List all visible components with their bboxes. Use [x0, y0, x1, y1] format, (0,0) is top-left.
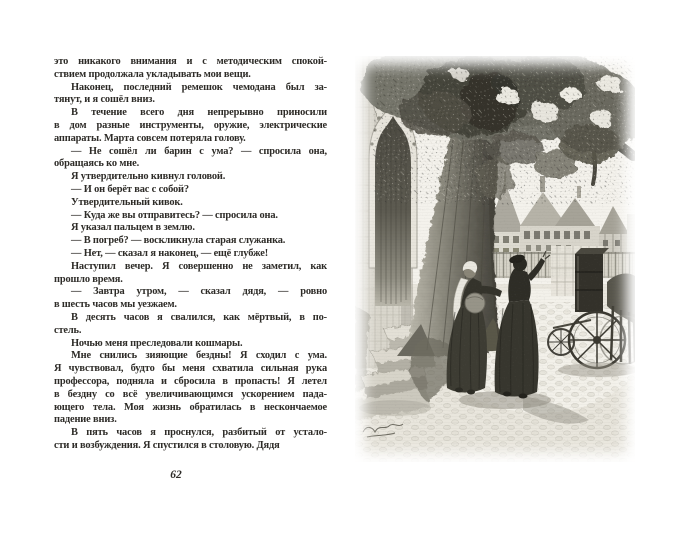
paragraph [54, 56, 327, 82]
paragraph [54, 286, 327, 312]
text-line: обращаясь ко мне. [54, 158, 140, 170]
text-line: — Завтра утром, — сказал дядя, — ровно [71, 286, 327, 298]
paragraph [54, 248, 327, 261]
book-illustration [355, 56, 635, 462]
engraving-illustration [355, 56, 635, 462]
paragraph [54, 427, 327, 453]
paragraph [54, 82, 327, 108]
text-line: Ночью меня преследовали кошмары. [71, 337, 243, 349]
text-line: Я указал пальцем в землю. [71, 222, 195, 234]
text-line: — В погреб? — воскликнула старая служанка. [71, 235, 286, 247]
paragraph [54, 197, 327, 210]
text-line: сти и возбуждения. Я спустился в столовую. Дядя [54, 439, 280, 451]
paragraph [54, 107, 327, 145]
text-line: Мне снились зияющие бездны! Я сходил с ума. [71, 350, 327, 362]
text-line: ющего тела. Моя жизнь обратилась в нескончаемое [54, 401, 327, 413]
page-number: 62 [170, 469, 182, 481]
text-line: стель. [54, 324, 82, 336]
paragraph [54, 222, 327, 235]
text-line: — Куда же вы отправитесь? — спросила она. [71, 209, 278, 221]
paragraph [54, 312, 327, 338]
text-column [54, 56, 327, 453]
text-line: — И он берёт вас с собой? [71, 183, 189, 195]
text-line: В пять часов я проснулся, разбитый от устало- [71, 427, 327, 439]
text-line: тянут, и я сошёл вниз. [54, 94, 155, 106]
text-line: Утвердительный кивок. [71, 196, 183, 208]
grain-texture [355, 56, 635, 462]
paragraph [54, 171, 327, 184]
text-line: Наконец, последний ремешок чемодана был за- [71, 81, 327, 93]
text-line: Я утвердительно кивнул головой. [71, 171, 226, 183]
text-line: в бездну со всё увеличивающимся ускорением пада- [54, 388, 327, 400]
paragraph [54, 235, 327, 248]
text-line: В десять часов я свалился, как мёртвый, в по- [71, 311, 327, 323]
paragraph [54, 146, 327, 172]
text-line: это никакого внимания и с методическим спокой- [54, 56, 327, 67]
text-line: профессора, подняла и сбросила в пропасть! Я летел [54, 375, 327, 387]
text-line: Я чувствовал, будто бы меня схватила сильная рука [54, 363, 327, 375]
text-line: прошло время. [54, 273, 123, 285]
text-line: — Нет, — сказал я наконец, — ещё глубже! [71, 247, 269, 259]
text-line: аппараты. Марта совсем потеряла голову. [54, 132, 246, 144]
text-line: в дом разные инструменты, оружие, электрические [54, 119, 327, 131]
paragraph [54, 338, 327, 351]
text-line: в шесть часов мы уезжаем. [54, 299, 177, 311]
paragraph [54, 350, 327, 427]
text-line: ствием продолжала укладывать мои вещи. [54, 68, 251, 80]
text-line: В течение всего дня непрерывно приносили [71, 107, 327, 119]
paragraph [54, 210, 327, 223]
text-line: Наступил вечер. Я совершенно не заметил, как [71, 260, 327, 272]
paragraph [54, 184, 327, 197]
text-line: — Не сошёл ли барин с ума? — спросила она, [71, 145, 327, 157]
text-line: падение вниз. [54, 414, 117, 426]
paragraph [54, 261, 327, 287]
